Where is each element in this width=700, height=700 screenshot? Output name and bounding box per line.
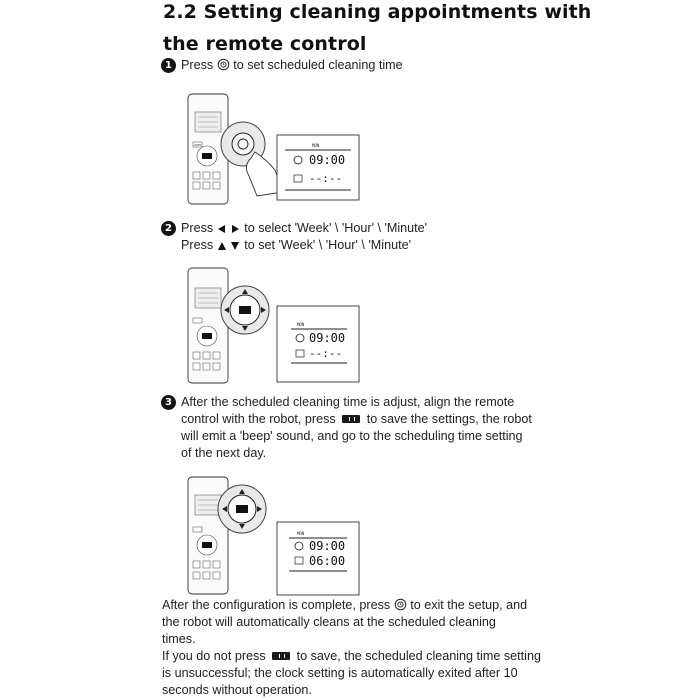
auto-label: AUTO	[194, 143, 202, 147]
remote-control	[188, 268, 228, 383]
robot-display-panel	[277, 522, 359, 595]
step-3-line-3: will emit a 'beep' sound, and go to the scheduling time setting	[181, 429, 523, 443]
step-2-line-2	[181, 237, 411, 254]
display-time: 09:00	[309, 331, 346, 345]
footer-p1-line-1	[162, 597, 552, 614]
footer-text-before: After the configuration is complete, press	[162, 598, 391, 612]
remote-control	[188, 477, 228, 594]
footer-p2-line-1	[162, 648, 552, 665]
robot-display-panel	[277, 135, 359, 200]
ok-button-icon	[272, 652, 290, 660]
step-text-after: to select 'Week' \ 'Hour' \ 'Minute'	[244, 221, 428, 235]
display-time: 09:00	[309, 153, 346, 167]
display-day: MON	[297, 531, 305, 536]
footer-p1-line-3: times.	[162, 632, 196, 646]
display-schedule: --:--	[309, 347, 343, 360]
footer-p1-line-2: the robot will automatically cleans at the scheduled cleaning	[162, 615, 496, 629]
step-text-before: control with the robot, press	[181, 412, 336, 426]
title-line-2: the remote control	[163, 33, 367, 55]
page-title	[163, 0, 683, 60]
schedule-icon	[217, 58, 230, 71]
step-text-before: Press	[181, 221, 214, 235]
ok-button-icon	[342, 415, 360, 423]
up-down-arrows-icon	[217, 241, 241, 251]
zoom-circle	[221, 122, 283, 196]
schedule-icon	[394, 598, 407, 611]
step-3-line-1: After the scheduled cleaning time is adjust, align the remote	[181, 395, 515, 409]
display-day: MON	[312, 143, 320, 148]
footer-text-after: to exit the setup, and	[410, 598, 528, 612]
title-line-1: 2.2 Setting cleaning appointments with	[163, 1, 592, 23]
left-right-arrows-icon	[217, 224, 241, 234]
step-number: 3	[161, 395, 176, 410]
step-3-line-4: of the next day.	[181, 446, 267, 460]
illustration-step-2	[185, 266, 365, 386]
illustration-step-3	[185, 475, 365, 597]
footer-text-before: If you do not press	[162, 649, 266, 663]
footer-p2-line-2: is unsuccessful; the clock setting is automatically exited after 10	[162, 666, 518, 680]
step-number: 1	[161, 58, 176, 73]
display-time: 09:00	[309, 539, 346, 553]
robot-display-panel	[277, 306, 359, 382]
step-text-before: Press	[181, 58, 214, 72]
zoom-circle	[218, 485, 266, 533]
step-text-before: Press	[181, 238, 214, 252]
display-schedule: --:--	[309, 172, 343, 185]
step-text-after: to set scheduled cleaning time	[233, 58, 403, 72]
illustration-step-1	[185, 92, 365, 207]
footer-paragraph-1	[162, 597, 552, 699]
step-2-line-1	[181, 220, 427, 237]
step-text-after: to save the settings, the robot	[366, 412, 532, 426]
display-schedule: 06:00	[309, 554, 346, 568]
zoom-circle	[221, 286, 269, 334]
step-number: 2	[161, 221, 176, 236]
step-text-after: to set 'Week' \ 'Hour' \ 'Minute'	[244, 238, 411, 252]
footer-text-after: to save, the scheduled cleaning time setting	[296, 649, 541, 663]
footer-p2-line-3: seconds without operation.	[162, 683, 312, 697]
step-1-text	[181, 57, 403, 74]
display-day: MON	[297, 322, 305, 327]
step-3-line-2	[181, 411, 532, 428]
